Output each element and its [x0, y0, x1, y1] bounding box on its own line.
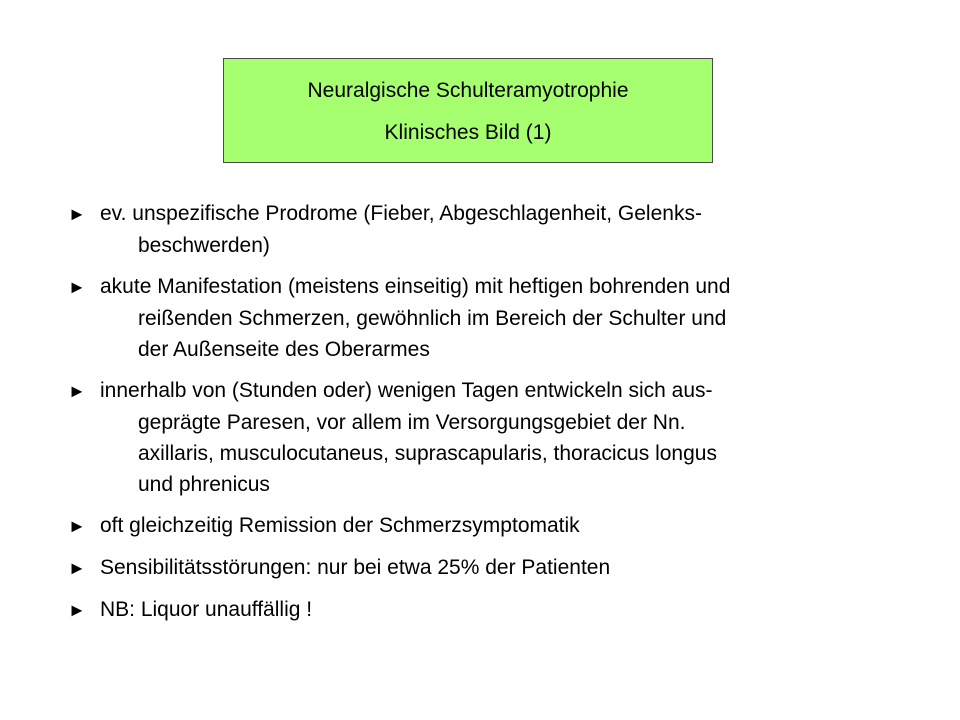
- bullet-item: [68, 198, 918, 261]
- bullet-text-line: oft gleichzeitig Remission der Schmerzsymptomatik: [100, 514, 580, 537]
- bullet-text-line: innerhalb von (Stunden oder) wenigen Tagen entwickeln sich aus-: [100, 379, 713, 402]
- bullet-text-line: axillaris, musculocutaneus, suprascapularis, thoracicus longus: [138, 442, 717, 465]
- bullet-item: [68, 375, 918, 500]
- bullet-item: [68, 594, 918, 626]
- title-box: [223, 58, 713, 163]
- bullet-text-line: ev. unspezifische Prodrome (Fieber, Abgeschlagenheit, Gelenks-: [100, 202, 702, 225]
- bullet-marker-icon: ►: [68, 204, 86, 224]
- bullet-marker-icon: ►: [68, 381, 86, 401]
- bullet-text-line: der Außenseite des Oberarmes: [138, 338, 430, 361]
- slide-title: Neuralgische Schulteramyotrophie: [307, 79, 629, 102]
- bullet-marker-icon: ►: [68, 558, 86, 578]
- bullet-item: [68, 552, 918, 584]
- bullet-marker-icon: ►: [68, 600, 86, 620]
- bullet-text-line: geprägte Paresen, vor allem im Versorgungsgebiet der Nn.: [138, 411, 686, 434]
- slide-subtitle: Klinisches Bild (1): [384, 121, 552, 144]
- bullet-text-line: reißenden Schmerzen, gewöhnlich im Bereich der Schulter und: [138, 307, 727, 330]
- bullet-text-line: akute Manifestation (meistens einseitig) mit heftigen bohrenden und: [100, 275, 731, 298]
- bullet-marker-icon: ►: [68, 516, 86, 536]
- bullet-item: [68, 510, 918, 542]
- bullet-item: [68, 271, 918, 365]
- bullet-text-line: Sensibilitätsstörungen: nur bei etwa 25% der Patienten: [100, 556, 611, 579]
- bullet-text-line: und phrenicus: [138, 473, 270, 496]
- bullet-marker-icon: ►: [68, 277, 86, 297]
- bullet-text-line: beschwerden): [138, 234, 270, 257]
- bullet-text-line: NB: Liquor unauffällig !: [100, 598, 313, 621]
- bullet-list: [68, 198, 918, 636]
